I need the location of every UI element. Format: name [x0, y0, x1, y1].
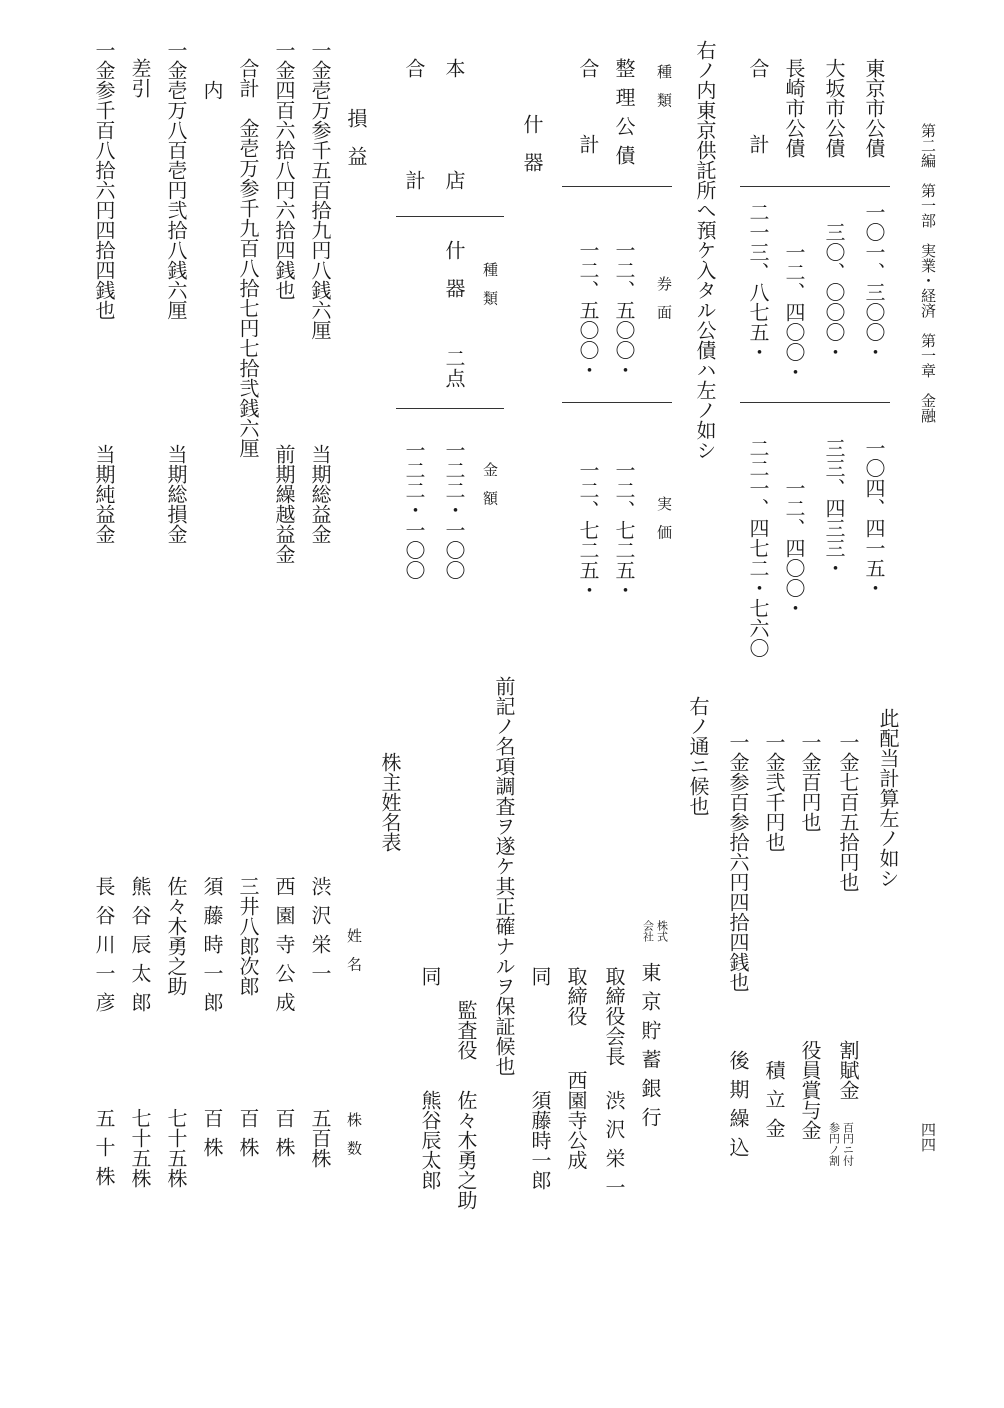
auditor-title: 同 [418, 966, 442, 986]
shareholder-shares: 七十五株 [164, 1108, 188, 1188]
deposit-face: 一二、五〇〇・ [576, 240, 600, 380]
officer-name: 渋沢栄一 [602, 1090, 626, 1206]
closing-text: 右ノ通ニ候也 [686, 696, 710, 816]
bond-name: 長崎市公債 [782, 58, 806, 158]
officer-title: 取締役会長 [602, 966, 626, 1066]
profit-loss-title: 損益 [344, 108, 368, 184]
shareholder-shares: 百株 [200, 1108, 224, 1166]
deposit-face: 一二、五〇〇・ [612, 240, 636, 380]
dist-label: 割賦金 [836, 1040, 860, 1100]
auditor-name: 熊谷辰太郎 [418, 1090, 442, 1190]
bond-name: 大坂市公債 [822, 58, 846, 158]
auditor-title: 監査役 [454, 1000, 478, 1060]
rule [396, 216, 504, 217]
officer-name: 西園寺公成 [564, 1070, 588, 1170]
furniture-qty: 二点 [442, 348, 466, 388]
shareholder-name: 佐々木勇之助 [164, 876, 188, 996]
bond-name: 東京市公債 [862, 58, 886, 158]
header-shares: 株数 [345, 1112, 363, 1169]
deposit-note: 右ノ内東京供託所へ預ケ入タル公債ハ左ノ如シ [693, 40, 717, 460]
bond-face: 一〇一、三〇〇・ [862, 202, 886, 362]
shareholder-name: 熊谷辰太郎 [128, 876, 152, 1021]
shareholder-shares: 五百株 [308, 1108, 332, 1168]
dist-amount: 一金弐千円也 [762, 732, 786, 852]
page-number: 四四 [919, 1122, 937, 1152]
running-head: 第二編 第一部 実業・経済 第一章 金融 [919, 123, 937, 423]
furniture-total-amount: 一二二・一〇〇 [402, 440, 426, 580]
shareholder-shares: 七十五株 [128, 1108, 152, 1188]
bond-name: 合 計 [746, 58, 770, 172]
bond-face: 三〇、〇〇〇・ [822, 222, 846, 362]
company-prefix: 株式 [655, 920, 669, 942]
pl-total: 合計 金壱万参千九百八拾七円七拾弐銭六厘 [236, 58, 260, 458]
deposit-actual: 一二、七二五・ [612, 460, 636, 600]
pl-inner: 内 [200, 80, 224, 100]
shareholder-name: 長谷川一彦 [92, 876, 116, 1021]
header-face: 券面 [655, 276, 673, 333]
pl-label: 当期総損金 [164, 444, 188, 544]
auditor-name: 佐々木勇之助 [454, 1090, 478, 1210]
rule [396, 408, 504, 409]
deposit-name: 合 計 [576, 58, 600, 172]
bond-face: 一二、四〇〇・ [782, 242, 806, 382]
shareholder-shares: 百株 [236, 1108, 260, 1166]
dist-label: 後期繰込 [726, 1050, 750, 1166]
company-prefix: 会社 [641, 920, 655, 942]
dist-label: 役員賞与金 [798, 1040, 822, 1140]
shareholder-name: 西園寺公成 [272, 876, 296, 1021]
rule [562, 402, 672, 403]
dist-note: 参円ノ割 [827, 1122, 841, 1166]
distribution-title: 此配当計算左ノ如シ [876, 708, 900, 888]
rule [562, 186, 672, 187]
bond-actual: 三三、四三三・ [822, 438, 846, 578]
header-kind: 種類 [655, 64, 673, 121]
deposit-actual: 一二、七二五・ [576, 460, 600, 600]
dist-label: 積立金 [762, 1060, 786, 1147]
officer-title: 取締役 [564, 966, 588, 1026]
officer-title: 同 [528, 966, 552, 986]
header-name: 姓名 [345, 928, 363, 985]
header-actual: 実価 [655, 496, 673, 553]
dist-amount: 一金七百五拾円也 [836, 732, 860, 892]
audit-statement: 前記ノ名項調査ヲ遂ケ其正確ナルヲ保証候也 [492, 676, 516, 1076]
shareholder-shares: 百株 [272, 1108, 296, 1166]
dist-amount: 一金参百参拾六円四拾四銭也 [726, 732, 750, 992]
pl-label: 当期総益金 [308, 444, 332, 544]
furniture-title: 什器 [520, 114, 544, 190]
bond-actual: 一二、四〇〇・ [782, 478, 806, 618]
shareholders-title: 株主姓名表 [378, 752, 402, 852]
bond-actual: 二二一、四七二・七六〇 [746, 438, 770, 658]
header-amount: 金額 [481, 462, 499, 519]
shareholder-name: 三井八郎次郎 [236, 876, 260, 996]
furniture-item: 什器 [442, 240, 466, 316]
pl-line: 一金壱万参千五百拾九円八銭六厘 [308, 40, 332, 340]
company-name: 東京貯蓄銀行 [638, 962, 662, 1136]
pl-label: 前期繰越益金 [272, 444, 296, 564]
place-tail: 店 [442, 170, 466, 190]
pl-line: 一金壱万八百壱円弐拾八銭六厘 [164, 40, 188, 320]
header-kind: 種類 [481, 262, 499, 319]
deposit-name: 整理公債 [612, 58, 636, 174]
rule [740, 186, 890, 187]
bond-face: 二一三、八七五・ [746, 202, 770, 362]
dist-amount: 一金百円也 [798, 732, 822, 832]
place-head: 本 [442, 58, 466, 78]
pl-diff: 差引 [128, 58, 152, 98]
pl-line: 一金参千百八拾六円四拾四銭也 [92, 40, 116, 320]
furniture-amount: 一二二・一〇〇 [442, 440, 466, 580]
shareholder-name: 渋沢栄一 [308, 876, 332, 992]
officer-name: 須藤時一郎 [528, 1090, 552, 1190]
shareholder-shares: 五十株 [92, 1108, 116, 1195]
dist-note: 百円ニ付 [841, 1122, 855, 1166]
rule [740, 402, 890, 403]
bond-actual: 一〇四、四一五・ [862, 438, 886, 598]
pl-line: 一金四百六拾八円六拾四銭也 [272, 40, 296, 300]
shareholder-name: 須藤時一郎 [200, 876, 224, 1021]
total-tail: 計 [402, 170, 426, 190]
total-head: 合 [402, 58, 426, 78]
pl-label: 当期純益金 [92, 444, 116, 544]
